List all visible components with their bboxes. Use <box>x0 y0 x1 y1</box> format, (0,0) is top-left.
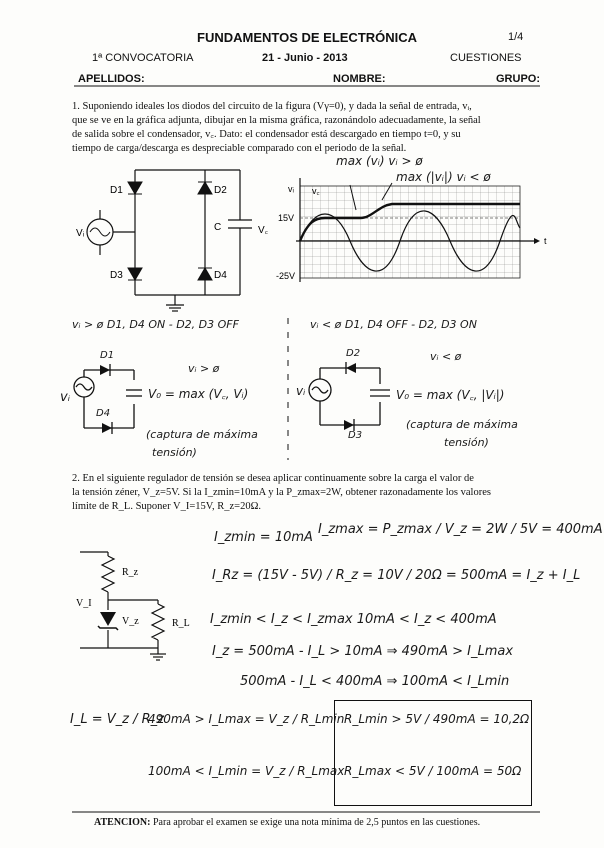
label-d1: D1 <box>110 185 123 196</box>
exam-title: FUNDAMENTOS DE ELECTRÓNICA <box>197 30 418 45</box>
graph-t-label: t <box>544 236 547 246</box>
q1-line: tiempo de carga/descarga es despreciable comparado con el periodo de la señal. <box>72 143 407 154</box>
case-positive: vᵢ > ø D1, D4 ON - D2, D3 OFF <box>72 318 239 331</box>
left-note-line1: (captura de máxima <box>146 428 258 441</box>
nombre-label: NOMBRE: <box>333 73 386 85</box>
case-negative: vᵢ < ø D1, D4 OFF - D2, D3 ON <box>310 318 477 331</box>
ilmin-formula: 100mA < I_Lmin = V_z / R_Lmax <box>148 764 345 778</box>
exam-date: 21 - Junio - 2013 <box>262 52 348 64</box>
label-vi: Vᵢ <box>76 228 85 239</box>
ilmax-formula: 490mA > I_Lmax = V_z / R_Lmin <box>148 712 345 726</box>
right-note-line2: tensión) <box>444 436 489 449</box>
graph-15v-label: 15V <box>278 213 295 223</box>
label-rl: R_L <box>172 618 190 629</box>
q2-line: la tensión zéner, V_z=5V. Si la I_zmin=10mA y la P_zmax=2W, obtener razonadamente los valores <box>72 487 491 498</box>
section-label: CUESTIONES <box>450 52 522 64</box>
footer-bold: ATENCION: <box>94 817 151 828</box>
step1: I_z = 500mA - I_L > 10mA ⇒ 490mA > I_Lmax <box>212 644 514 659</box>
q1-line: de salida sobre el condensador, v꜀. Dato: el condensador está descargado en tiempo t=0, y su <box>72 129 461 140</box>
label-d2: D2 <box>214 185 227 196</box>
left-d4-label: D4 <box>96 408 111 419</box>
right-note-line1: (captura de máxima <box>406 418 518 431</box>
q1-line: que se ve en la gráfica adjunta, dibujar en la misma gráfica, razonándolo adecuadamente, la señal <box>72 115 481 126</box>
q1-line: 1. Suponiendo ideales los diodos del circuito de la figura (Vγ=0), y dada la señal de entrada, vᵢ, <box>72 101 472 112</box>
graph-vc-label: v꜀ <box>312 186 320 196</box>
page-number: 1/4 <box>508 31 524 43</box>
q2-line: límite de R_L. Suponer V_I=15V, R_z=20Ω. <box>72 501 261 512</box>
convocatoria: 1ª CONVOCATORIA <box>92 52 194 64</box>
label-d3: D3 <box>110 270 123 281</box>
iz-inequality: I_zmin < I_z < I_zmax 10mA < I_z < 400mA <box>210 612 497 627</box>
right-vo-formula: V₀ = max (V꜀, |Vᵢ|) <box>396 388 505 402</box>
il-formula: I_L = V_z / R_z <box>70 712 164 727</box>
left-vo-formula: V₀ = max (V꜀, Vᵢ) <box>148 387 249 401</box>
result-rlmin: R_Lmin > 5V / 490mA = 10,2Ω <box>344 712 530 726</box>
right-vi-label: vᵢ <box>296 384 306 398</box>
step2: 500mA - I_L < 400mA ⇒ 100mA < I_Lmin <box>240 674 510 689</box>
label-d4: D4 <box>214 270 227 281</box>
footer-note <box>94 817 480 828</box>
left-vi-condition: vᵢ > ø <box>188 362 220 375</box>
right-vi-condition: vᵢ < ø <box>430 350 462 363</box>
right-d3-label: D3 <box>348 430 363 441</box>
right-d2-label: D2 <box>346 348 361 359</box>
label-vi: V_I <box>76 598 92 609</box>
graph-m25v-label: -25V <box>276 271 296 281</box>
left-note-line2: tensión) <box>152 446 197 459</box>
footer-text: Para aprobar el examen se exige una nota mínima de 2,5 puntos en las cuestiones. <box>152 817 481 828</box>
izmin-formula: I_zmin = 10mA <box>214 530 313 545</box>
irz-formula: I_Rz = (15V - 5V) / R_z = 10V / 20Ω = 500mA = I_z + I_L <box>212 568 581 583</box>
result-rlmax: R_Lmax < 5V / 100mA = 50Ω <box>344 764 522 778</box>
left-d1-label: D1 <box>100 350 115 361</box>
label-c: C <box>214 222 222 233</box>
grupo-label: GRUPO: <box>496 73 540 85</box>
graph-annotation-max-vi: max (vᵢ) vᵢ > ø <box>336 154 423 168</box>
label-rz: R_z <box>122 567 139 578</box>
graph-vi-label: vᵢ <box>288 184 294 194</box>
graph-annotation-max-abs-vi: max (|vᵢ|) vᵢ < ø <box>396 170 491 184</box>
apellidos-label: APELLIDOS: <box>78 73 145 85</box>
q2-line: 2. En el siguiente regulador de tensión se desea aplicar continuamente sobre la carga el valor de <box>72 473 474 484</box>
label-vz: V_z <box>122 616 139 627</box>
label-vc: V꜀ <box>258 225 269 236</box>
left-vi-label: vᵢ <box>60 390 71 405</box>
izmax-formula: I_zmax = P_zmax / V_z = 2W / 5V = 400mA <box>318 522 603 537</box>
